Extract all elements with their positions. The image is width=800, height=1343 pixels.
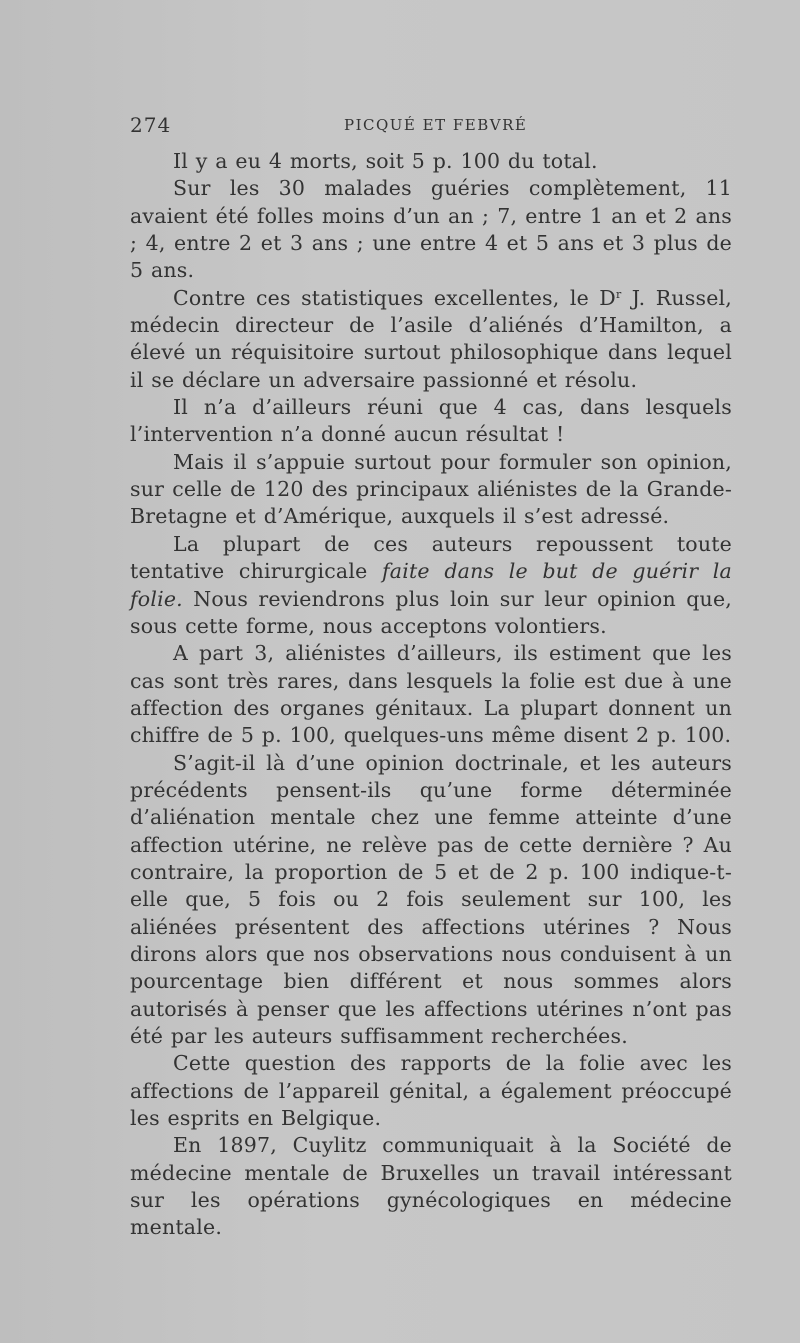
paragraph-text: Nous reviendrons plus loin sur leur opinion que, sous cette forme, nous acceptons volontiers. — [130, 586, 732, 638]
running-head: PICQUÉ ET FEBVRÉ — [344, 116, 528, 134]
paragraph: Il n’a d’ailleurs réuni que 4 cas, dans lesquels l’intervention n’a donné aucun résultat ! — [130, 395, 732, 447]
paragraph: En 1897, Cuylitz communiquait à la Société de médecine mentale de Bruxelles un travail intéressant sur les opérations gynécologiques en médecine mentale. — [130, 1133, 732, 1240]
paragraph — [130, 285, 732, 394]
paragraph-text: La plupart de ces auteurs repoussent toute tentative chirurgicale — [130, 531, 732, 584]
paragraph — [130, 531, 732, 640]
paragraph: Mais il s’appuie surtout pour formuler son opinion, sur celle de 120 des principaux aliénistes de la Grande-Bretagne et d’Amérique, auxquels il s’est adressé. — [130, 449, 732, 529]
body-text — [130, 148, 732, 1242]
italic-phrase: faite dans le but de guérir la folie. — [130, 559, 732, 611]
page-number: 274 — [130, 113, 172, 137]
paragraph: Sur les 30 malades guéries complètement, 11 avaient été folles moins d’un an ; 7, entre 1 an et 2 ans ; 4, entre 2 et 3 ans ; une entre 4 et 5 ans et 3 plus de 5 ans. — [130, 176, 732, 283]
superscript: r — [615, 287, 622, 301]
paragraph-text: J. Russel, médecin directeur de l’asile d’aliénés d’Hamilton, a élevé un réquisitoire surtout philosophique dans lequel il se déclare un adversaire passionné et résolu. — [130, 285, 732, 392]
paragraph: Il y a eu 4 morts, soit 5 p. 100 du total. — [173, 149, 598, 173]
paragraph: S’agit-il là d’une opinion doctrinale, et les auteurs précédents pensent-ils qu’une forme déterminée d’aliénation mentale chez une femme atteinte d’une affection utérine, ne relève pas de cette dernière ? Au contraire, la proportion de 5 et de 2 p. 100 indique-t-elle que, 5 fois ou 2 fois seulement sur 100, les aliénées présentent des affections utérines ? Nous dirons alors que nos observations nous conduisent à un pourcentage bien différent et nous sommes alors autorisés à penser que les affections utérines n’ont pas été par les auteurs suffisamment recherchées. — [130, 750, 732, 1048]
page-header — [130, 113, 730, 137]
paragraph-text: Contre ces statistiques excellentes, le D — [173, 285, 616, 310]
paragraph: A part 3, aliénistes d’ailleurs, ils estiment que les cas sont très rares, dans lesquels la folie est due à une affection des organes génitaux. La plupart donnent un chiffre de 5 p. 100, quelques-uns même disent 2 p. 100. — [130, 641, 732, 748]
paragraph: Cette question des rapports de la folie avec les affections de l’appareil génital, a également préoccupé les esprits en Belgique. — [130, 1051, 732, 1131]
